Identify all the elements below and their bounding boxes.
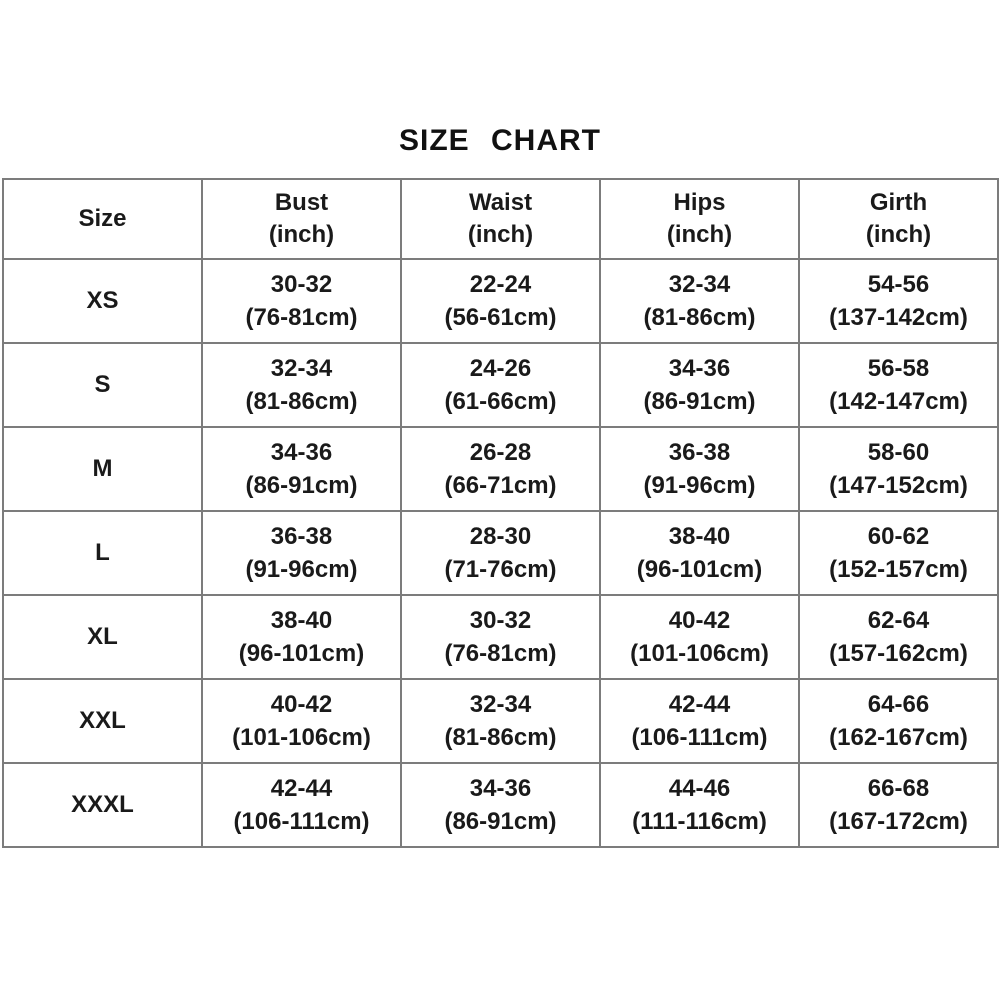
measurement-line: (66-71cm) <box>444 472 557 499</box>
size-label-cell: M <box>3 427 202 511</box>
table-row-xxl <box>3 679 998 763</box>
measurement-line: (142-147cm) <box>829 388 968 415</box>
size-label-cell: L <box>3 511 202 595</box>
measurement-line: 26-28 <box>469 439 532 466</box>
header-row <box>3 179 998 259</box>
measurement-line: (91-96cm) <box>643 472 756 499</box>
measurement-line: 28-30 <box>469 523 532 550</box>
measurement-line: 24-26 <box>469 355 532 382</box>
measurement-line: 38-40 <box>668 523 731 550</box>
measurement-line: (91-96cm) <box>245 556 358 583</box>
header-cell-bust <box>202 179 401 259</box>
bust-cell <box>202 763 401 847</box>
table-body <box>3 259 998 847</box>
measurement-line: 36-38 <box>668 439 731 466</box>
waist-cell <box>401 259 600 343</box>
waist-cell <box>401 595 600 679</box>
header-unit-label: (inch) <box>666 221 733 248</box>
measurement-line: 34-36 <box>469 775 532 802</box>
header-cell-size <box>3 179 202 259</box>
size-label-cell: XXL <box>3 679 202 763</box>
waist-cell <box>401 343 600 427</box>
measurement-line: (157-162cm) <box>829 640 968 667</box>
measurement-line: 32-34 <box>469 691 532 718</box>
header-cell-waist <box>401 179 600 259</box>
header-cell-hips <box>600 179 799 259</box>
girth-cell <box>799 343 998 427</box>
size-label-cell: S <box>3 343 202 427</box>
hips-cell <box>600 427 799 511</box>
measurement-line: 56-58 <box>867 355 930 382</box>
measurement-line: 34-36 <box>668 355 731 382</box>
measurement-line: (137-142cm) <box>829 304 968 331</box>
bust-cell <box>202 595 401 679</box>
measurement-line: 60-62 <box>867 523 930 550</box>
waist-cell <box>401 427 600 511</box>
waist-cell <box>401 763 600 847</box>
girth-cell <box>799 259 998 343</box>
girth-cell <box>799 679 998 763</box>
hips-cell <box>600 679 799 763</box>
measurement-line: (152-157cm) <box>829 556 968 583</box>
measurement-line: 58-60 <box>867 439 930 466</box>
header-label: Girth <box>869 189 928 216</box>
measurement-line: (76-81cm) <box>245 304 358 331</box>
measurement-line: 64-66 <box>867 691 930 718</box>
measurement-line: (61-66cm) <box>444 388 557 415</box>
measurement-line: 40-42 <box>270 691 333 718</box>
table-header <box>3 179 998 259</box>
header-label: Size <box>78 205 127 232</box>
measurement-line: 30-32 <box>270 271 333 298</box>
hips-cell <box>600 259 799 343</box>
measurement-line: (86-91cm) <box>444 808 557 835</box>
measurement-line: (106-111cm) <box>631 724 768 751</box>
measurement-line: 62-64 <box>867 607 930 634</box>
measurement-line: (106-111cm) <box>233 808 370 835</box>
table-row-xs <box>3 259 998 343</box>
measurement-line: 36-38 <box>270 523 333 550</box>
measurement-line: (81-86cm) <box>444 724 557 751</box>
measurement-line: (71-76cm) <box>444 556 557 583</box>
header-unit-label: (inch) <box>268 221 335 248</box>
waist-cell <box>401 511 600 595</box>
measurement-line: (76-81cm) <box>444 640 557 667</box>
measurement-line: 38-40 <box>270 607 333 634</box>
measurement-line: (167-172cm) <box>829 808 968 835</box>
girth-cell <box>799 511 998 595</box>
header-unit-label: (inch) <box>467 221 534 248</box>
measurement-line: (96-101cm) <box>238 640 365 667</box>
measurement-line: 32-34 <box>270 355 333 382</box>
table-row-xl <box>3 595 998 679</box>
measurement-line: 66-68 <box>867 775 930 802</box>
header-cell-girth <box>799 179 998 259</box>
table-row-s <box>3 343 998 427</box>
measurement-line: 54-56 <box>867 271 930 298</box>
header-label: Waist <box>468 189 533 216</box>
waist-cell <box>401 679 600 763</box>
measurement-line: 40-42 <box>668 607 731 634</box>
measurement-line: (86-91cm) <box>643 388 756 415</box>
table-row-m <box>3 427 998 511</box>
hips-cell <box>600 595 799 679</box>
hips-cell <box>600 343 799 427</box>
hips-cell <box>600 511 799 595</box>
girth-cell <box>799 595 998 679</box>
header-label: Hips <box>673 189 726 216</box>
measurement-line: 34-36 <box>270 439 333 466</box>
bust-cell <box>202 343 401 427</box>
page-title: SIZE CHART <box>399 124 601 157</box>
size-chart-table <box>2 178 999 848</box>
measurement-line: (162-167cm) <box>829 724 968 751</box>
measurement-line: 22-24 <box>469 271 532 298</box>
table-row-l <box>3 511 998 595</box>
hips-cell <box>600 763 799 847</box>
measurement-line: (86-91cm) <box>245 472 358 499</box>
header-unit-label: (inch) <box>865 221 932 248</box>
measurement-line: (56-61cm) <box>444 304 557 331</box>
header-label: Bust <box>274 189 329 216</box>
measurement-line: (147-152cm) <box>829 472 968 499</box>
measurement-line: (111-116cm) <box>632 808 767 835</box>
measurement-line: (96-101cm) <box>636 556 763 583</box>
measurement-line: 44-46 <box>668 775 731 802</box>
measurement-line: 42-44 <box>668 691 731 718</box>
measurement-line: 42-44 <box>270 775 333 802</box>
measurement-line: (101-106cm) <box>630 640 769 667</box>
girth-cell <box>799 427 998 511</box>
size-label-cell: XS <box>3 259 202 343</box>
bust-cell <box>202 511 401 595</box>
size-label-cell: XL <box>3 595 202 679</box>
measurement-line: 32-34 <box>668 271 731 298</box>
measurement-line: (101-106cm) <box>232 724 371 751</box>
measurement-line: (81-86cm) <box>245 388 358 415</box>
measurement-line: 30-32 <box>469 607 532 634</box>
bust-cell <box>202 427 401 511</box>
bust-cell <box>202 679 401 763</box>
measurement-line: (81-86cm) <box>643 304 756 331</box>
table-row-xxxl <box>3 763 998 847</box>
bust-cell <box>202 259 401 343</box>
girth-cell <box>799 763 998 847</box>
size-label-cell: XXXL <box>3 763 202 847</box>
